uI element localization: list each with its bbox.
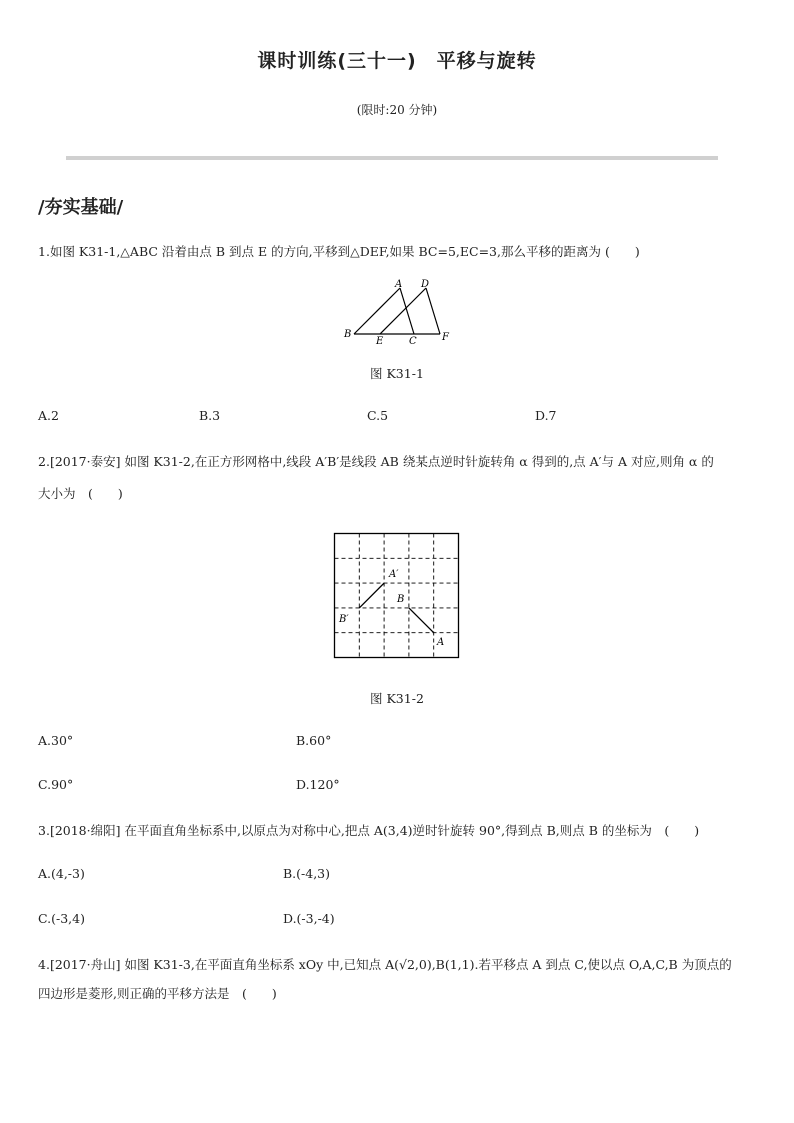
option-a[interactable]: A.2 (38, 408, 59, 423)
page-title: 课时训练(三十一) 平移与旋转 (257, 50, 537, 72)
figure-caption: 图 K31-2 (370, 691, 424, 706)
line-ac (400, 288, 414, 334)
line-ba (354, 288, 400, 334)
question-text: [2017·舟山] 如图 K31-3,在平面直角坐标系 xOy 中,已知点 A(√2,0),B(1,1).若平移点 A 到点 C,使以点 O,A,C,B 为顶点的 (49, 957, 732, 972)
question-2 (38, 452, 758, 504)
time-limit: (限时:20 分钟) (356, 103, 438, 117)
point-label-d: D (421, 279, 430, 290)
question-number: 4. (38, 957, 50, 972)
option-c[interactable]: C.90° (38, 777, 74, 792)
option-d[interactable]: D.(-3,-4) (283, 911, 335, 926)
question-3 (38, 821, 758, 841)
question-text-line2: 大小为 ( ) (38, 486, 123, 501)
question-number: 3. (38, 823, 50, 838)
question-text: [2017·泰安] 如图 K31-2,在正方形网格中,线段 A′B′是线段 AB 绕某点逆时针旋转角 α 得到的,点 A′与 A 对应,则角 α 的 (49, 454, 714, 469)
point-label-a: A (395, 279, 403, 290)
point-label-b: B (397, 594, 405, 605)
option-d[interactable]: D.7 (535, 408, 557, 423)
figure-caption: 图 K31-1 (370, 366, 424, 381)
point-label-e: E (376, 336, 384, 346)
option-c[interactable]: C.5 (367, 408, 389, 423)
option-b[interactable]: B.3 (199, 408, 221, 423)
question-4 (38, 955, 758, 1004)
option-a[interactable]: A.30° (38, 733, 74, 748)
point-label-b: B (344, 329, 352, 340)
figure-k31-1 (340, 278, 460, 346)
line-ed (380, 288, 426, 334)
point-label-c: C (409, 336, 417, 346)
option-b[interactable]: B.60° (296, 733, 332, 748)
segment-a-prime-b-prime (359, 583, 384, 608)
option-b[interactable]: B.(-4,3) (283, 866, 331, 881)
point-label-a: A (437, 637, 445, 648)
question-1 (38, 242, 758, 262)
option-d[interactable]: D.120° (296, 777, 340, 792)
point-label-f: F (442, 332, 449, 343)
question-text: 如图 K31-1,△ABC 沿着由点 B 到点 E 的方向,平移到△DEF,如果 BC=5,EC=3,那么平移的距离为 ( ) (49, 244, 640, 259)
point-label-b-prime: B′ (339, 614, 349, 625)
question-number: 1. (38, 244, 50, 259)
line-df (426, 288, 440, 334)
point-label-a-prime: A′ (389, 569, 399, 580)
question-text: [2018·绵阳] 在平面直角坐标系中,以原点为对称中心,把点 A(3,4)逆时针旋转 90°,得到点 B,则点 B 的坐标为 ( ) (49, 823, 700, 838)
section-title: /夯实基础/ (38, 197, 124, 218)
figure-k31-2 (333, 532, 461, 660)
option-c[interactable]: C.(-3,4) (38, 911, 85, 926)
segment-ab (409, 608, 434, 633)
option-a[interactable]: A.(4,-3) (38, 866, 85, 881)
divider (66, 156, 718, 160)
question-text-line2: 四边形是菱形,则正确的平移方法是 ( ) (38, 986, 277, 1001)
question-number: 2. (38, 454, 50, 469)
